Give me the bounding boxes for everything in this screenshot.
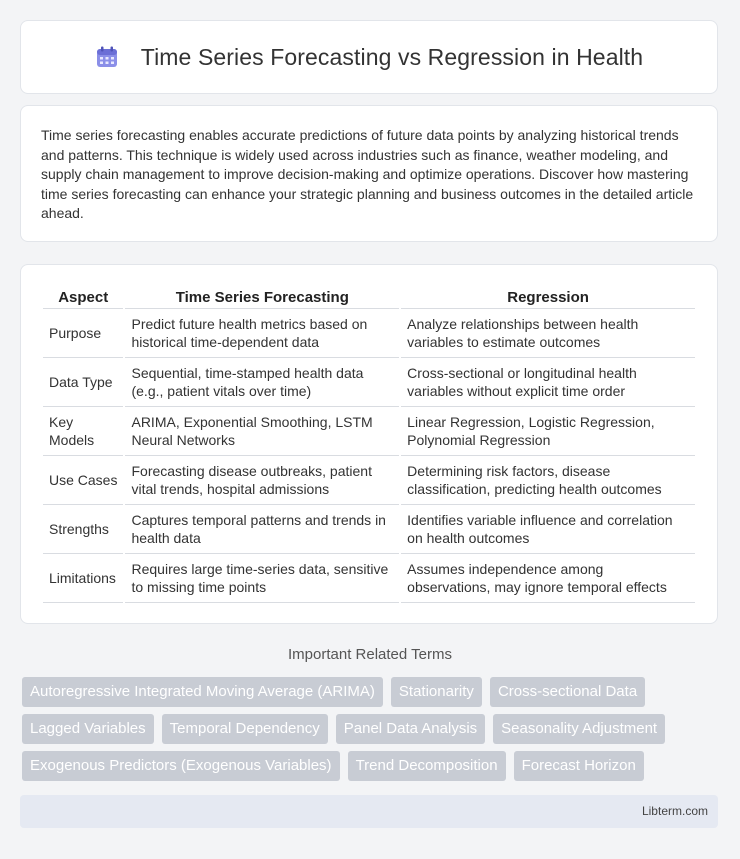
related-term-tag[interactable]: Stationarity (391, 677, 482, 707)
related-term-tag[interactable]: Cross-sectional Data (490, 677, 645, 707)
row-regression: Linear Regression, Logistic Regression, Polynomial Regression (401, 407, 695, 456)
related-terms-list (22, 677, 722, 788)
footer-site-link[interactable]: Libterm.com (641, 804, 708, 818)
header-regression: Regression (401, 287, 695, 309)
table-row (43, 456, 695, 505)
table-row (43, 407, 695, 456)
row-aspect: Purpose (43, 309, 123, 358)
intro-card (20, 105, 718, 242)
table-header-row (43, 287, 695, 309)
header-time-series: Time Series Forecasting (125, 287, 399, 309)
related-term-tag[interactable]: Forecast Horizon (514, 751, 644, 781)
related-term-tag[interactable]: Seasonality Adjustment (493, 714, 665, 744)
row-time-series: Predict future health metrics based on historical time-dependent data (125, 309, 399, 358)
header-aspect: Aspect (43, 287, 123, 309)
row-aspect: Key Models (43, 407, 123, 456)
row-aspect: Limitations (43, 554, 123, 603)
row-aspect: Strengths (43, 505, 123, 554)
related-term-tag[interactable]: Exogenous Predictors (Exogenous Variables) (22, 751, 340, 781)
footer-bar (20, 795, 718, 828)
related-term-tag[interactable]: Panel Data Analysis (336, 714, 485, 744)
comparison-table (41, 287, 697, 603)
related-term-tag[interactable]: Temporal Dependency (162, 714, 328, 744)
title-card (20, 20, 718, 94)
calendar-icon (95, 45, 119, 69)
table-row (43, 309, 695, 358)
row-aspect: Data Type (43, 358, 123, 407)
row-time-series: Sequential, time-stamped health data (e.g., patient vitals over time) (125, 358, 399, 407)
row-regression: Assumes independence among observations, may ignore temporal effects (401, 554, 695, 603)
related-term-tag[interactable]: Lagged Variables (22, 714, 154, 744)
row-aspect: Use Cases (43, 456, 123, 505)
row-regression: Identifies variable influence and correlation on health outcomes (401, 505, 695, 554)
row-time-series: Requires large time-series data, sensitive to missing time points (125, 554, 399, 603)
page-title: Time Series Forecasting vs Regression in Health (140, 43, 644, 70)
intro-paragraph: Time series forecasting enables accurate predictions of future data points by analyzing historical trends and patterns. This technique is widely used across industries such as finance, weather modeling, and supply chain management to improve decision-making and optimize operations. Discover how mastering time series forecasting can enhance your strategic planning and business outcomes in the detailed article ahead. (41, 127, 694, 222)
table-row (43, 554, 695, 603)
row-regression: Analyze relationships between health variables to estimate outcomes (401, 309, 695, 358)
row-time-series: ARIMA, Exponential Smoothing, LSTM Neural Networks (125, 407, 399, 456)
related-term-tag[interactable]: Trend Decomposition (348, 751, 506, 781)
table-row (43, 358, 695, 407)
comparison-table-card (20, 264, 718, 624)
row-regression: Cross-sectional or longitudinal health variables without explicit time order (401, 358, 695, 407)
table-row (43, 505, 695, 554)
row-regression: Determining risk factors, disease classification, predicting health outcomes (401, 456, 695, 505)
related-terms-title: Important Related Terms (288, 646, 452, 663)
row-time-series: Forecasting disease outbreaks, patient vital trends, hospital admissions (125, 456, 399, 505)
related-term-tag[interactable]: Autoregressive Integrated Moving Average (ARIMA) (22, 677, 383, 707)
row-time-series: Captures temporal patterns and trends in health data (125, 505, 399, 554)
